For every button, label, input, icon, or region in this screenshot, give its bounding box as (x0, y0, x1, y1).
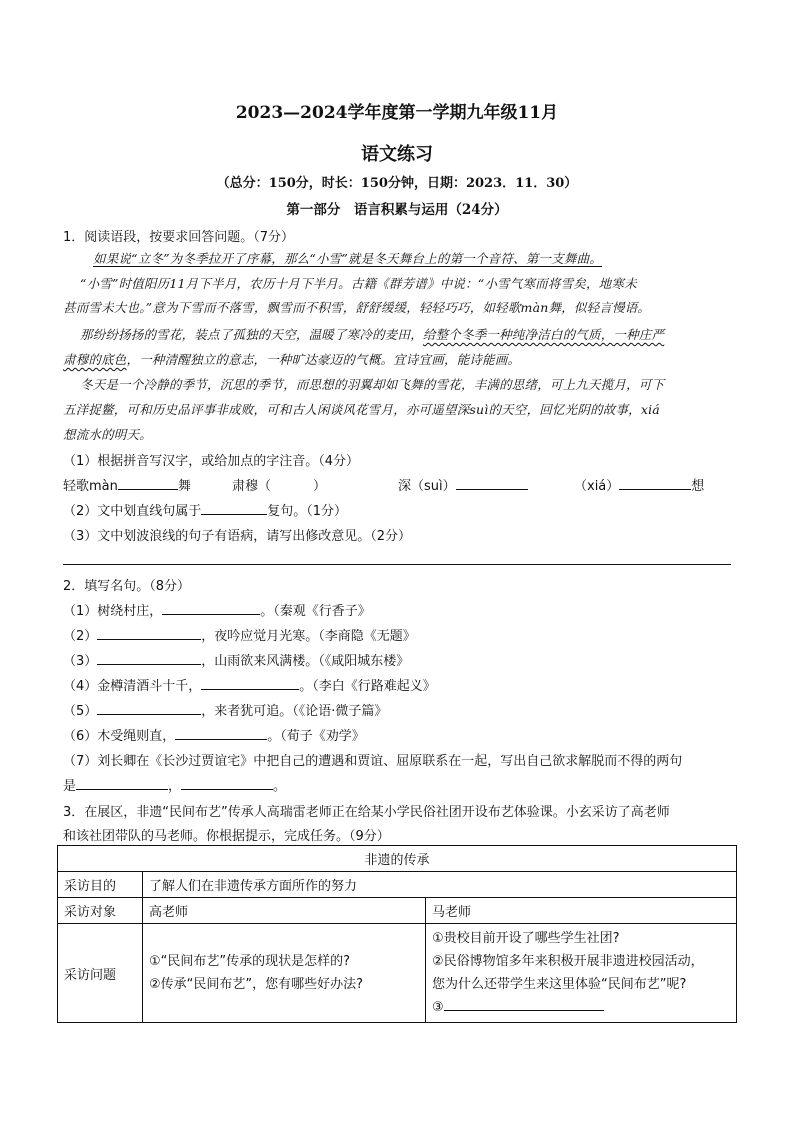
q1-paragraph-4-line-3: 想流水的明天。 (63, 427, 152, 442)
pinyin-c-label: 深（suì） (398, 479, 456, 494)
pinyin-b-suffix: ） (313, 479, 327, 494)
answer-blank[interactable] (97, 702, 201, 715)
q2-item-2 (63, 625, 416, 644)
exam-title: 2023—2024学年度第一学期九年级11月 (235, 103, 559, 123)
purpose-label: 采访目的 (58, 872, 143, 898)
answer-blank[interactable] (162, 602, 260, 615)
q2-item-5 (63, 700, 387, 719)
q1-paragraph-4-line-1: 冬天是一个冷静的季节，沉思的季节，而思想的羽翼却如飞舞的雪花，丰满的思绪，可上九天揽月，可下 (80, 377, 665, 392)
q1-sub2 (63, 500, 347, 519)
answer-blank[interactable] (181, 777, 273, 790)
interview-table (57, 845, 737, 1023)
item-3-text-b: ，山雨欲来风满楼。（《咸阳城东楼》 (201, 654, 410, 669)
q1-paragraph-3-line-2 (63, 350, 520, 368)
wavy-underlined-sentence-part-2: 肃穆的底色 (63, 352, 127, 367)
item-5-text-a: （5） (63, 704, 98, 719)
exam-subject: 语文练习 (361, 144, 433, 165)
gao-question-1: ①“民间布艺”传承的现状是怎样的? (149, 954, 351, 969)
item-7-text-b: ， (168, 779, 182, 794)
table-row (58, 846, 737, 872)
answer-blank[interactable] (76, 777, 168, 790)
item-5-text-b: ，来者犹可追。（《论语·微子篇》 (201, 704, 388, 719)
table-row (58, 872, 737, 898)
ma-question-2-line-1: ②民俗博物馆多年来积极开展非遗进校园活动， (432, 954, 704, 969)
wavy-underlined-sentence-part-1: 给整个冬季一种纯净洁白的气质，一种庄严 (422, 327, 665, 342)
item-6-text-b: 。（荀子《劝学》 (267, 729, 365, 744)
answer-blank[interactable] (201, 502, 267, 515)
pinyin-item-b (232, 475, 326, 494)
q2-item-7-line-2 (63, 775, 286, 794)
q1-paragraph-2-line-2: 甚而雪未大也。”意为下雪而不落雪，飘雪而不积雪，舒舒缓缓，轻轻巧巧，如轻歌màn舞，似轻言慢语。 (63, 300, 651, 315)
target-ma: 马老师 (426, 898, 737, 924)
q1-sub1-prompt: （1）根据拼音写汉字，或给加点的字注音。（4分） (63, 454, 360, 469)
q2-item-4 (63, 675, 436, 694)
q1-paragraph-2-line-1: “小雪”时值阳历11月下半月，农历十月下半月。古籍《群芳谱》中说：“小雪气寒而将雪矣，地寒未 (80, 276, 637, 291)
questions-label: 采访问题 (58, 924, 143, 1023)
q1-prompt: 1．阅读语段，按要求回答问题。（7分） (63, 230, 295, 245)
item-1-text-b: 。（秦观《行香子》 (260, 604, 371, 619)
answer-blank[interactable] (619, 477, 691, 490)
answer-line[interactable] (63, 564, 731, 565)
table-row (58, 924, 737, 1023)
pinyin-item-d (574, 475, 704, 494)
q2-item-3 (63, 650, 409, 669)
paragraph-3-plain: 那纷纷扬扬的雪花，装点了孤独的天空，温暖了寒冷的麦田， (80, 327, 423, 342)
item-7-text-c: 。 (273, 779, 287, 794)
item-4-text-b: 。（李白《行路难起义》 (299, 679, 436, 694)
item-3-text-a: （3） (63, 654, 98, 669)
q1-sub3: （3）文中划波浪线的句子有语病，请写出修改意见。（2分） (63, 529, 412, 544)
q2-item-6 (63, 725, 365, 744)
sub2-text-b: 复句。（1分） (267, 504, 348, 519)
pinyin-b-label: 肃穆（ (232, 479, 272, 494)
item-6-text-a: （6）木受绳则直， (63, 729, 176, 744)
ma-question-3-label: ③ (432, 1000, 444, 1015)
q1-paragraph-1 (93, 249, 602, 267)
straight-underlined-sentence: 如果说“立冬”为冬季拉开了序幕，那么“小雪”就是冬天舞台上的第一个音符、第一支舞曲。 (93, 251, 602, 266)
ma-question-1: ①贵校目前开设了哪些学生社团? (432, 931, 620, 946)
ma-question-3 (432, 996, 730, 1019)
purpose-value: 了解人们在非遗传承方面所作的努力 (143, 872, 737, 898)
q2-item-1 (63, 600, 371, 619)
item-2-text-a: （2） (63, 629, 98, 644)
pinyin-item-a (63, 475, 191, 494)
target-gao: 高老师 (143, 898, 426, 924)
gao-questions (143, 924, 426, 1023)
item-7-text-a: 是 (63, 779, 77, 794)
paragraph-3-tail: ，一种清醒独立的意志，一种旷达豪迈的气概。宜诗宜画，能诗能画。 (126, 352, 521, 367)
answer-blank[interactable] (444, 998, 604, 1011)
pinyin-d-suffix: 想 (691, 479, 705, 494)
pinyin-d-label: （xiá） (574, 479, 620, 494)
answer-blank[interactable] (97, 652, 201, 665)
q1-paragraph-4-line-2: 五洋捉鳖，可和历史品评事非成败，可和古人闲谈风花雪月，亦可遥望深suì的天空，回忆光阴的故事，xiá (63, 402, 660, 417)
answer-blank[interactable] (201, 677, 299, 690)
answer-blank[interactable] (456, 477, 528, 490)
q3-prompt-line-2: 和该社团带队的马老师。你根据提示，完成任务。（9分） (63, 829, 390, 844)
ma-questions (426, 924, 737, 1023)
pinyin-a-suffix: 舞 (177, 479, 191, 494)
item-2-text-b: ，夜吟应觉月光寒。（李商隐《无题》 (201, 629, 416, 644)
answer-blank[interactable] (118, 477, 178, 490)
q2-prompt: 2．填写名句。（8分） (63, 579, 191, 594)
table-row (58, 898, 737, 924)
q3-prompt-line-1: 3．在展区，非遗“民间布艺”传承人高瑞雷老师正在给某小学民俗社团开设布艺体验课。小玄采访了高老师 (63, 805, 670, 820)
gao-question-2: ②传承“民间布艺”，您有哪些好办法? (149, 977, 364, 992)
pinyin-a-label: 轻歌màn (63, 479, 118, 494)
item-1-text-a: （1）树绕村庄， (63, 604, 163, 619)
pinyin-item-c (398, 475, 528, 494)
q1-paragraph-3-line-1 (80, 325, 664, 343)
table-title: 非遗的传承 (58, 846, 737, 872)
answer-blank[interactable] (97, 627, 201, 640)
answer-blank[interactable] (175, 727, 267, 740)
target-label: 采访对象 (58, 898, 143, 924)
sub2-text-a: （2）文中划直线句属于 (63, 504, 202, 519)
q2-item-7-line-1: （7）刘长卿在《长沙过贾谊宅》中把自己的遭遇和贾谊、屈原联系在一起，写出自己欲求解脱而不得的两句 (63, 754, 683, 769)
exam-info: （总分：150分，时长：150分钟，日期：2023．11．30） (216, 176, 578, 191)
ma-question-2-line-2: 您为什么还带学生来这里体验“民间布艺”呢? (432, 977, 687, 992)
part-heading: 第一部分 语言积累与运用（24分） (286, 202, 508, 218)
item-4-text-a: （4）金樽清酒斗十千， (63, 679, 202, 694)
